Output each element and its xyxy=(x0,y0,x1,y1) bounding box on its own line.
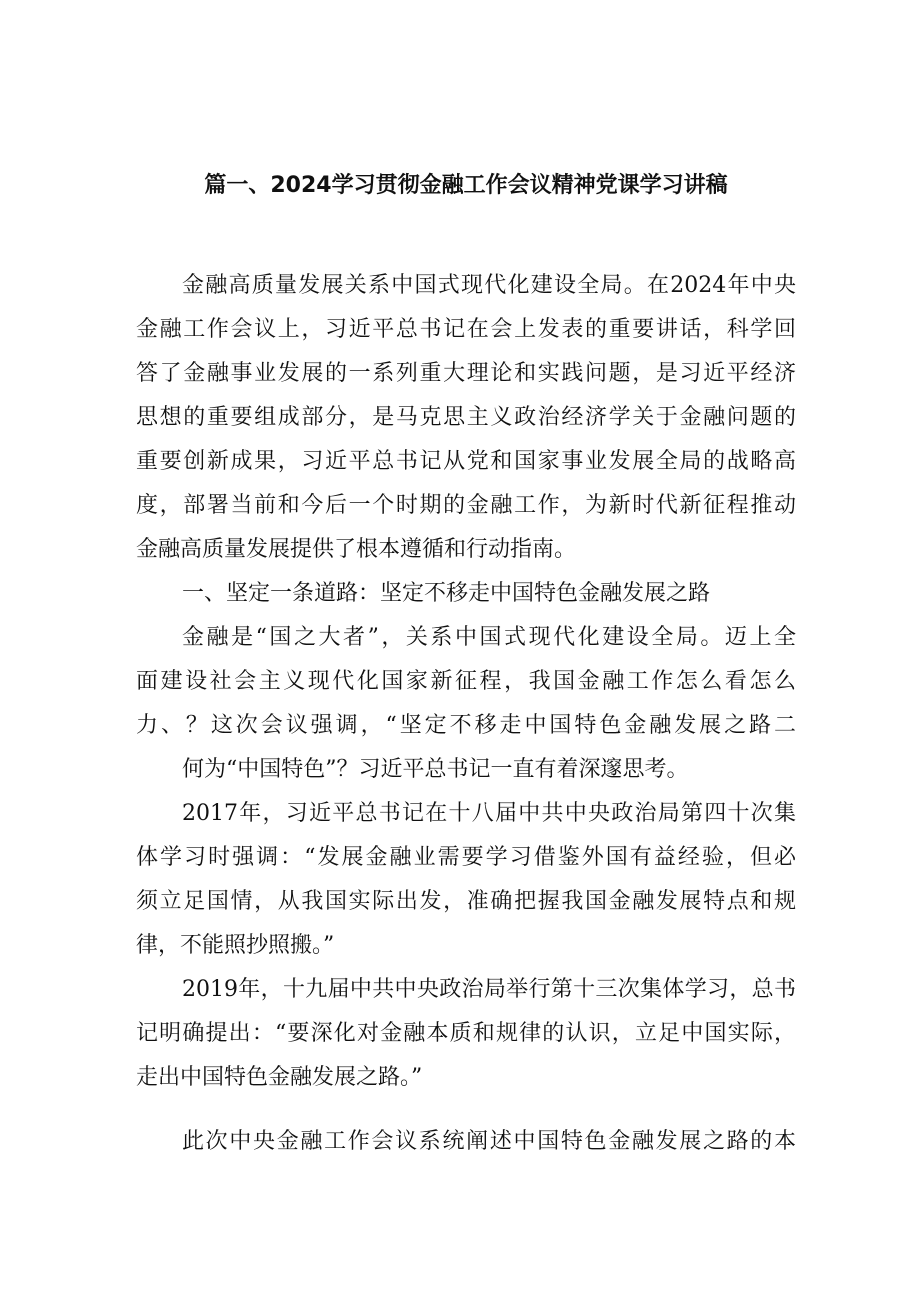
paragraph-line: 走出中国特色金融发展之路。” xyxy=(136,1065,423,1090)
section-heading: 一、坚定一条道路：坚定不移走中国特色金融发展之路 xyxy=(182,581,711,606)
paragraph-line: 重要创新成果，习近平总书记从党和国家事业发展全局的战略高 xyxy=(136,449,796,474)
paragraph-line: 力、？这次会议强调，“坚定不移走中国特色金融发展之路二 xyxy=(136,713,796,738)
paragraph-line: 此次中央金融工作会议系统阐述中国特色金融发展之路的本 xyxy=(182,1129,796,1154)
paragraph-line: 记明确提出：“要深化对金融本质和规律的认识，立足中国实际， xyxy=(136,1021,796,1046)
paragraph-line: 须立足国情，从我国实际出发，准确把握我国金融发展特点和规 xyxy=(136,889,796,914)
paragraph-line: 金融高质量发展关系中国式现代化建设全局。在2024年中央 xyxy=(182,273,796,298)
paragraph-line: 体学习时强调：“发展金融业需要学习借鉴外国有益经验，但必 xyxy=(136,845,796,870)
paragraph-line: 答了金融事业发展的一系列重大理论和实践问题，是习近平经济 xyxy=(136,361,796,386)
paragraph-line: 面建设社会主义现代化国家新征程，我国金融工作怎么看怎么 xyxy=(136,669,796,694)
paragraph-line: 度，部署当前和今后一个时期的金融工作，为新时代新征程推动 xyxy=(136,493,796,518)
paragraph-line: 金融工作会议上，习近平总书记在会上发表的重要讲话，科学回 xyxy=(136,317,796,342)
document-title: 篇一、2024学习贯彻金融工作会议精神党课学习讲稿 xyxy=(204,173,728,198)
paragraph-line: 2019年，十九届中共中央政治局举行第十三次集体学习，总书 xyxy=(182,977,796,1002)
paragraph-line: 何为“中国特色”？习近平总书记一直有着深邃思考。 xyxy=(182,757,689,782)
paragraph-line: 金融高质量发展提供了根本遵循和行动指南。 xyxy=(136,537,577,562)
paragraph-line: 律，不能照抄照搬。” xyxy=(136,933,335,958)
paragraph-line: 思想的重要组成部分，是马克思主义政治经济学关于金融问题的 xyxy=(136,405,796,430)
paragraph-line: 金融是“国之大者”，关系中国式现代化建设全局。迈上全 xyxy=(182,625,796,650)
paragraph-line: 2017年，习近平总书记在十八届中共中央政治局第四十次集 xyxy=(182,801,796,826)
